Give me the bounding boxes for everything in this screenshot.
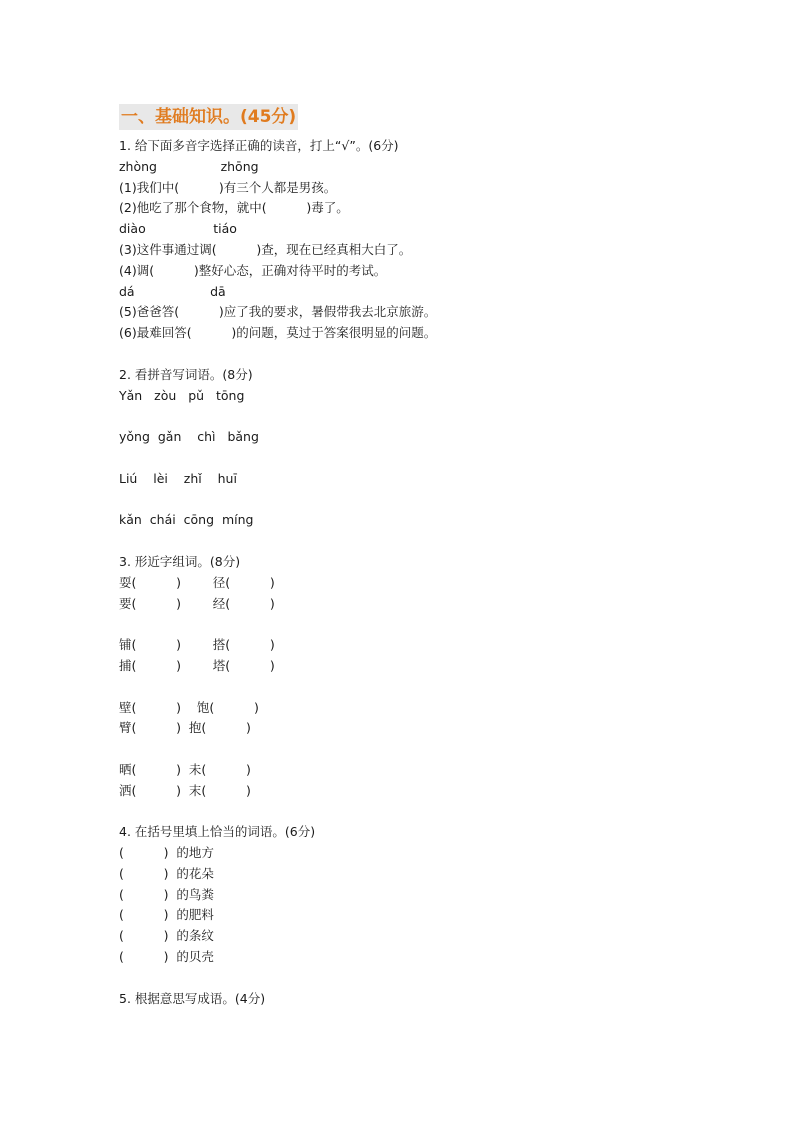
fill-in-item: ( ) 的地方 — [119, 845, 214, 861]
pinyin-options: dá dā — [119, 283, 226, 299]
char-pair-row: 壁( ) 饱( ) — [119, 699, 259, 715]
question-4-title: 4. 在括号里填上恰当的词语。(6分) — [119, 824, 316, 840]
question-1-item: (1)我们中( )有三个人都是男孩。 — [119, 179, 337, 195]
question-5-title: 5. 根据意思写成语。(4分) — [119, 990, 266, 1006]
question-3-title: 3. 形近字组词。(8分) — [119, 553, 241, 569]
question-1-title: 1. 给下面多音字选择正确的读音，打上“√”。(6分) — [119, 138, 399, 153]
pinyin-row: kǎn chái cōng míng — [119, 512, 254, 528]
fill-in-item: ( ) 的贝壳 — [119, 949, 214, 965]
pinyin-row: yǒng gǎn chì bǎng — [119, 429, 259, 445]
pinyin-options: diào tiáo — [119, 221, 237, 237]
question-1-item: (3)这件事通过调( )查，现在已经真相大白了。 — [119, 241, 412, 257]
char-pair-row: 洒( ) 末( ) — [119, 782, 251, 798]
char-pair-row: 铺( ) 搭( ) — [119, 637, 275, 653]
pinyin-options: zhòng zhōng — [119, 158, 259, 174]
pinyin-row: Yǎn zòu pǔ tōng — [119, 387, 245, 403]
char-pair-row: 晒( ) 未( ) — [119, 761, 251, 777]
section-title: 一、基础知识。(45分) — [119, 104, 298, 130]
fill-in-item: ( ) 的条纹 — [119, 928, 214, 944]
fill-in-item: ( ) 的鸟粪 — [119, 886, 214, 902]
question-2-title: 2. 看拼音写词语。(8分) — [119, 366, 253, 382]
char-pair-row: 耍( ) 径( ) — [119, 574, 275, 590]
char-pair-row: 臂( ) 抱( ) — [119, 720, 251, 736]
question-1-item: (2)他吃了那个食物，就中( )毒了。 — [119, 200, 349, 216]
char-pair-row: 捕( ) 塔( ) — [119, 657, 275, 673]
question-1-item: (5)爸爸答( )应了我的要求，暑假带我去北京旅游。 — [119, 304, 437, 320]
question-1-item: (4)调( )整好心态，正确对待平时的考试。 — [119, 262, 387, 278]
pinyin-row: Liú lèi zhǐ huī — [119, 470, 237, 486]
exam-content — [119, 104, 719, 1009]
fill-in-item: ( ) 的肥料 — [119, 907, 214, 923]
fill-in-item: ( ) 的花朵 — [119, 865, 214, 881]
question-1-item: (6)最难回答( )的问题，莫过于答案很明显的问题。 — [119, 325, 437, 341]
char-pair-row: 要( ) 经( ) — [119, 595, 275, 611]
